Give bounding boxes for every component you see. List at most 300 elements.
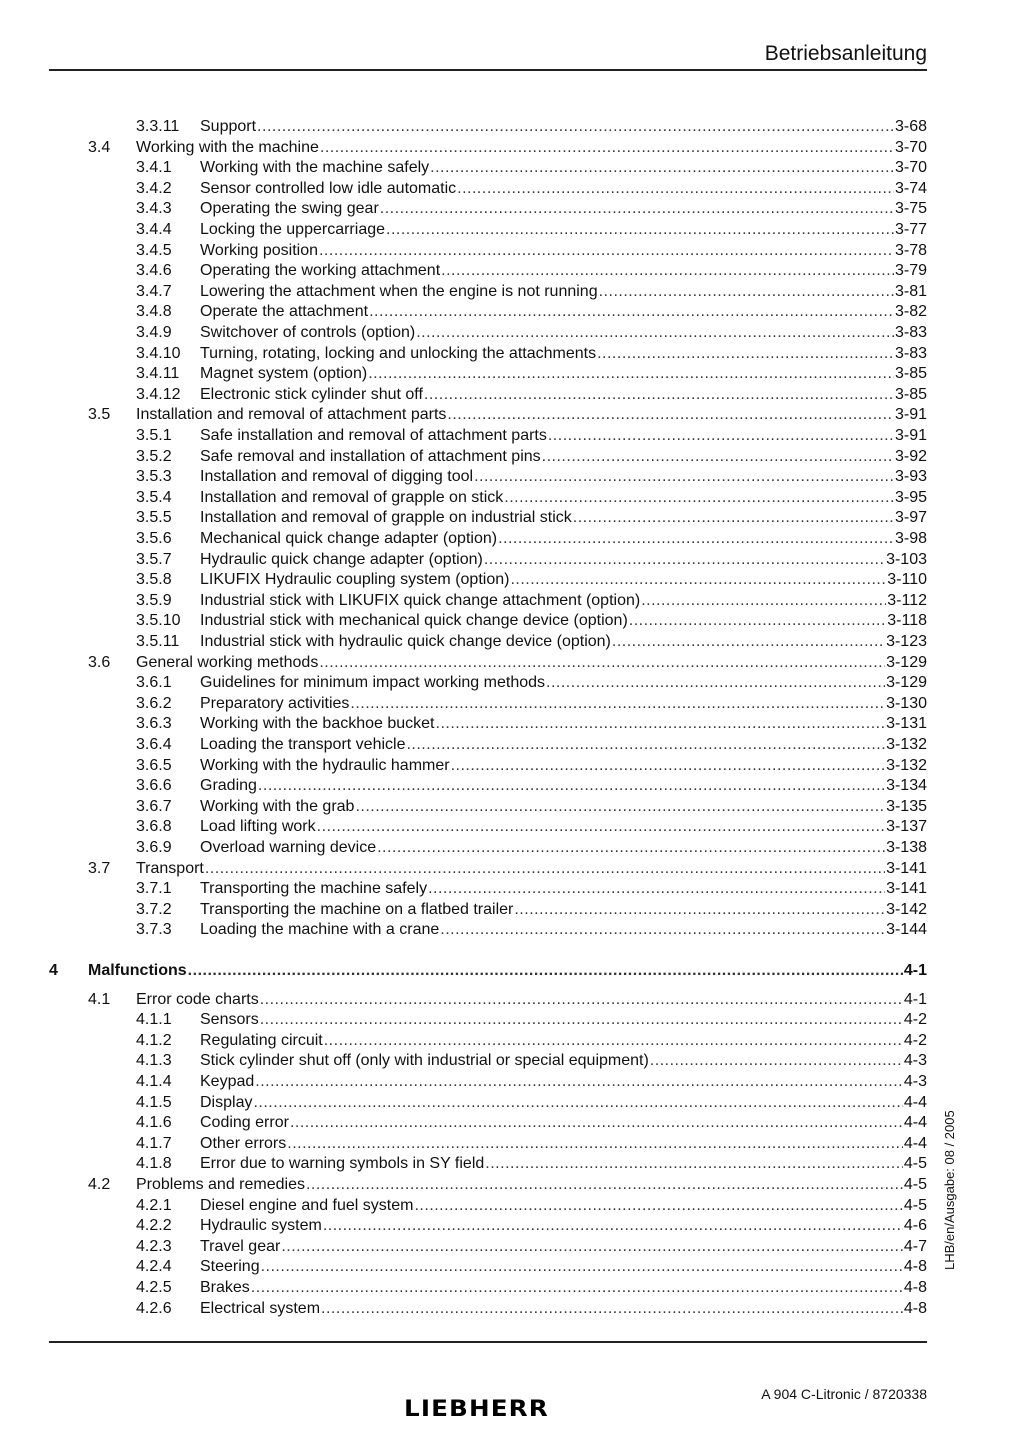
edition-note: LHB/en/Ausgabe: 08 / 2005 xyxy=(942,1110,957,1270)
toc-entry-leader xyxy=(200,920,927,940)
toc-dot-leader xyxy=(641,591,886,611)
toc-entry-title: General working methods xyxy=(136,653,319,671)
toc-dot-leader xyxy=(548,426,894,446)
toc-entry-title: Operating the swing gear xyxy=(200,200,379,218)
toc-entry-page: 3-82 xyxy=(894,303,927,321)
toc-dot-leader xyxy=(451,756,886,776)
toc-entry-title: Malfunctions xyxy=(88,962,187,979)
toc-entry-title: Error code charts xyxy=(136,990,259,1008)
toc-entry-leader xyxy=(200,1257,927,1277)
toc-entry-page: 3-85 xyxy=(894,365,927,383)
toc-entry-number: 3.6.1 xyxy=(136,674,172,692)
toc-entry-page: 3-70 xyxy=(894,138,927,156)
toc-entry-number: 3.4.4 xyxy=(136,221,172,238)
toc-entry-number: 3.6.8 xyxy=(136,818,172,836)
toc-entry[interactable] xyxy=(0,426,1024,446)
toc-entry-number: 3.4.11 xyxy=(136,365,180,383)
toc-entry-leader xyxy=(136,859,927,879)
toc-dot-leader xyxy=(320,138,894,158)
toc-entry-leader xyxy=(136,138,927,158)
toc-entry[interactable] xyxy=(0,920,1024,940)
toc-entry-title: Industrial stick with hydraulic quick change device (option) xyxy=(200,633,611,650)
toc-entry-title: Preparatory activities xyxy=(200,694,350,712)
toc-dot-leader xyxy=(498,529,894,549)
toc-entry-page: 3-91 xyxy=(894,406,927,424)
toc-entry[interactable] xyxy=(0,817,1024,837)
toc-dot-leader xyxy=(510,570,886,590)
toc-entry[interactable] xyxy=(0,508,1024,528)
toc-entry[interactable] xyxy=(0,1072,1024,1092)
toc-entry-number: 3.4.7 xyxy=(136,282,172,300)
toc-dot-leader xyxy=(573,508,894,528)
toc-dot-leader xyxy=(317,817,885,837)
toc-entry-page: 3-132 xyxy=(886,736,927,753)
toc-entry[interactable] xyxy=(0,570,1024,590)
toc-dot-leader xyxy=(321,1299,903,1319)
toc-entry-number: 4.1 xyxy=(88,990,111,1008)
toc-entry-leader xyxy=(200,632,927,652)
toc-dot-leader xyxy=(542,447,894,467)
toc-entry-number: 3.4.12 xyxy=(136,385,181,403)
toc-entry[interactable] xyxy=(0,1113,1024,1133)
toc-entry-page: 3-134 xyxy=(886,777,927,795)
toc-entry[interactable] xyxy=(0,241,1024,261)
toc-dot-leader xyxy=(257,117,894,137)
toc-entry-number: 4.1.2 xyxy=(136,1031,172,1049)
document-id: A 904 C-Litronic / 8720338 xyxy=(761,1386,927,1402)
toc-entry[interactable] xyxy=(0,776,1024,796)
toc-entry-page: 4-2 xyxy=(903,1011,927,1029)
toc-entry-leader xyxy=(200,1031,927,1051)
toc-entry-title: Steering xyxy=(200,1258,260,1276)
toc-entry-title: Safe installation and removal of attachment parts xyxy=(200,427,547,444)
toc-dot-leader xyxy=(290,1113,903,1133)
toc-entry-leader xyxy=(200,364,927,384)
toc-dot-leader xyxy=(546,673,885,693)
toc-dot-leader xyxy=(629,611,887,631)
toc-entry-leader xyxy=(200,838,927,858)
toc-entry[interactable] xyxy=(0,797,1024,817)
toc-entry-leader xyxy=(200,282,927,302)
toc-entry-title: Working with the machine xyxy=(136,138,319,156)
toc-entry-title: Electrical system xyxy=(200,1299,321,1317)
toc-entry-number: 4.2.1 xyxy=(136,1196,172,1214)
toc-entry-page: 4-2 xyxy=(903,1031,927,1049)
toc-entry-leader xyxy=(200,1196,927,1216)
toc-entry-page: 3-138 xyxy=(886,839,927,856)
toc-entry-title: Keypad xyxy=(200,1073,255,1090)
toc-entry-number: 3.5.4 xyxy=(136,488,172,506)
toc-entry-leader xyxy=(200,117,927,137)
toc-dot-leader xyxy=(261,1257,903,1277)
toc-entry-title: Working with the backhoe bucket xyxy=(200,715,435,733)
toc-entry[interactable] xyxy=(0,138,1024,158)
toc-entry-leader xyxy=(136,405,927,425)
toc-entry[interactable] xyxy=(0,756,1024,776)
toc-entry-page: 3-98 xyxy=(894,530,927,547)
toc-entry-leader xyxy=(200,302,927,322)
toc-entry-page: 3-123 xyxy=(886,633,927,650)
toc-entry-number: 3.6.5 xyxy=(136,756,172,774)
toc-entry-page: 3-75 xyxy=(894,200,927,218)
toc-entry-title: Support xyxy=(200,118,257,135)
toc-entry-page: 3-130 xyxy=(886,694,927,712)
toc-entry-page: 4-4 xyxy=(903,1114,927,1132)
toc-entry-page: 3-110 xyxy=(887,571,927,589)
toc-entry-page: 3-93 xyxy=(894,468,927,486)
toc-entry[interactable] xyxy=(0,653,1024,673)
toc-entry-page: 3-70 xyxy=(894,159,927,177)
toc-entry-number: 3.5.5 xyxy=(136,509,172,527)
toc-entry-title: Load lifting work xyxy=(200,818,316,836)
toc-entry-number: 4.1.1 xyxy=(136,1011,172,1029)
toc-entry[interactable] xyxy=(0,591,1024,611)
toc-entry[interactable] xyxy=(0,1278,1024,1298)
toc-entry-title: Magnet system (option) xyxy=(200,365,368,383)
toc-entry-leader xyxy=(88,961,927,981)
toc-dot-leader xyxy=(306,1175,903,1195)
toc-dot-leader xyxy=(436,714,886,734)
toc-entry-title: Loading the transport vehicle xyxy=(200,736,406,753)
footer-rule xyxy=(49,1341,927,1343)
toc-entry-page: 4-3 xyxy=(903,1052,927,1070)
toc-entry-leader xyxy=(200,714,927,734)
toc-entry-leader xyxy=(200,817,927,837)
toc-dot-leader xyxy=(355,797,885,817)
toc-entry-title: Transporting the machine on a flatbed trailer xyxy=(200,900,514,918)
toc-dot-leader xyxy=(324,1031,903,1051)
toc-entry-page: 3-112 xyxy=(887,591,927,609)
toc-entry[interactable] xyxy=(0,961,1024,981)
toc-entry-number: 3.5.11 xyxy=(136,633,180,650)
toc-entry-leader xyxy=(200,1299,927,1319)
toc-entry-number: 3.4 xyxy=(88,138,111,156)
toc-entry[interactable] xyxy=(0,714,1024,734)
toc-entry-leader xyxy=(200,1216,927,1236)
toc-dot-leader xyxy=(369,302,894,322)
toc-entry-page: 3-79 xyxy=(894,262,927,280)
toc-entry[interactable] xyxy=(0,158,1024,178)
toc-entry-page: 4-1 xyxy=(903,990,927,1008)
toc-entry-page: 3-83 xyxy=(894,344,927,362)
toc-entry[interactable] xyxy=(0,673,1024,693)
toc-dot-leader xyxy=(260,1010,903,1030)
toc-entry-number: 4.2.4 xyxy=(136,1258,172,1276)
toc-entry-number: 4.2.3 xyxy=(136,1237,172,1255)
toc-entry[interactable] xyxy=(0,838,1024,858)
toc-entry-title: LIKUFIX Hydraulic coupling system (option) xyxy=(200,571,510,589)
toc-entry-leader xyxy=(200,241,927,261)
toc-entry[interactable] xyxy=(0,220,1024,240)
toc-dot-leader xyxy=(253,1093,902,1113)
toc-entry-number: 3.4.6 xyxy=(136,262,172,280)
toc-entry-leader xyxy=(200,776,927,796)
toc-dot-leader xyxy=(287,1134,903,1154)
toc-entry-leader xyxy=(200,611,927,631)
toc-entry-page: 3-142 xyxy=(886,900,927,918)
toc-entry-title: Turning, rotating, locking and unlocking the attachments xyxy=(200,344,597,362)
toc-entry-title: Overload warning device xyxy=(200,839,377,856)
toc-entry-leader xyxy=(200,570,927,590)
toc-entry-number: 3.4.10 xyxy=(136,344,181,362)
toc-entry[interactable] xyxy=(0,323,1024,343)
toc-entry-title: Operating the working attachment xyxy=(200,262,441,280)
toc-entry-leader xyxy=(200,756,927,776)
toc-entry-leader xyxy=(200,1154,927,1174)
toc-entry-leader xyxy=(200,591,927,611)
toc-entry[interactable] xyxy=(0,694,1024,714)
toc-entry-number: 3.6.9 xyxy=(136,839,172,856)
toc-entry[interactable] xyxy=(0,344,1024,364)
toc-dot-leader xyxy=(597,344,894,364)
toc-entry-page: 3-137 xyxy=(886,818,927,836)
toc-entry-leader xyxy=(200,694,927,714)
toc-entry-title: Installation and removal of grapple on stick xyxy=(200,488,504,506)
toc-entry-number: 3.5.8 xyxy=(136,571,172,589)
toc-entry-title: Working with the grab xyxy=(200,797,355,815)
toc-entry-page: 4-4 xyxy=(903,1093,927,1111)
toc-entry-leader xyxy=(200,426,927,446)
toc-entry[interactable] xyxy=(0,1051,1024,1071)
toc-entry-leader xyxy=(200,550,927,570)
toc-entry-leader xyxy=(200,1113,927,1133)
toc-entry-page: 3-141 xyxy=(886,859,927,877)
toc-entry-page: 4-7 xyxy=(903,1237,927,1255)
toc-entry-title: Operate the attachment xyxy=(200,303,369,321)
toc-entry-page: 4-4 xyxy=(903,1134,927,1152)
toc-entry-page: 4-1 xyxy=(903,962,927,979)
toc-entry-page: 4-5 xyxy=(903,1155,927,1173)
toc-entry[interactable] xyxy=(0,117,1024,137)
toc-dot-leader xyxy=(350,694,885,714)
toc-dot-leader xyxy=(485,1154,903,1174)
toc-dot-leader xyxy=(650,1051,903,1071)
toc-entry-page: 4-6 xyxy=(903,1217,927,1235)
toc-entry-number: 4.1.4 xyxy=(136,1073,172,1090)
toc-entry[interactable] xyxy=(0,199,1024,219)
toc-entry[interactable] xyxy=(0,990,1024,1010)
toc-entry[interactable] xyxy=(0,632,1024,652)
toc-dot-leader xyxy=(319,241,894,261)
toc-entry-number: 3.5 xyxy=(88,406,111,424)
toc-entry[interactable] xyxy=(0,1216,1024,1236)
toc-entry-leader xyxy=(200,385,927,405)
toc-entry-number: 3.4.9 xyxy=(136,324,172,341)
toc-entry[interactable] xyxy=(0,488,1024,508)
toc-entry-number: 3.5.9 xyxy=(136,591,172,609)
toc-entry-number: 3.5.3 xyxy=(136,468,172,486)
toc-entry[interactable] xyxy=(0,735,1024,755)
toc-entry-number: 3.4.8 xyxy=(136,303,172,321)
toc-entry-title: Mechanical quick change adapter (option) xyxy=(200,530,498,547)
toc-entry-title: Industrial stick with mechanical quick change device (option) xyxy=(200,612,628,630)
toc-entry-number: 3.6.2 xyxy=(136,694,172,712)
toc-entry-page: 3-131 xyxy=(886,715,927,733)
toc-entry-title: Other errors xyxy=(200,1134,287,1152)
toc-dot-leader xyxy=(258,776,885,796)
toc-entry[interactable] xyxy=(0,405,1024,425)
toc-entry-number: 4.1.3 xyxy=(136,1052,172,1070)
toc-entry-page: 3-85 xyxy=(894,385,927,403)
toc-entry-number: 4 xyxy=(49,962,58,979)
toc-entry-page: 3-135 xyxy=(886,797,927,815)
toc-entry-page: 3-95 xyxy=(894,488,927,506)
toc-entry[interactable] xyxy=(0,1134,1024,1154)
toc-entry-number: 4.1.7 xyxy=(136,1134,172,1152)
toc-dot-leader xyxy=(380,199,894,219)
toc-entry-leader xyxy=(200,735,927,755)
toc-entry-leader xyxy=(200,879,927,899)
toc-dot-leader xyxy=(323,1216,903,1236)
toc-entry-title: Regulating circuit xyxy=(200,1031,323,1049)
toc-entry-page: 3-78 xyxy=(894,241,927,259)
toc-entry-leader xyxy=(200,1278,927,1298)
toc-entry[interactable] xyxy=(0,385,1024,405)
toc-entry-number: 3.3.11 xyxy=(136,118,180,135)
toc-entry[interactable] xyxy=(0,1237,1024,1257)
toc-entry[interactable] xyxy=(0,1196,1024,1216)
toc-entry[interactable] xyxy=(0,261,1024,281)
toc-entry-leader xyxy=(200,1134,927,1154)
toc-entry[interactable] xyxy=(0,282,1024,302)
toc-dot-leader xyxy=(440,920,885,940)
toc-dot-leader xyxy=(368,364,894,384)
toc-entry[interactable] xyxy=(0,900,1024,920)
toc-dot-leader xyxy=(612,632,885,652)
toc-entry-number: 4.2.2 xyxy=(136,1217,172,1235)
toc-entry[interactable] xyxy=(0,550,1024,570)
toc-entry-page: 3-83 xyxy=(894,324,927,341)
toc-entry-title: Switchover of controls (option) xyxy=(200,324,416,341)
toc-entry-leader xyxy=(200,344,927,364)
toc-entry-page: 3-68 xyxy=(894,118,927,135)
toc-entry-title: Working with the machine safely xyxy=(200,159,430,177)
toc-entry-page: 3-74 xyxy=(894,179,927,197)
toc-dot-leader xyxy=(484,550,885,570)
toc-dot-leader xyxy=(424,385,894,405)
toc-dot-leader xyxy=(281,1237,903,1257)
toc-entry[interactable] xyxy=(0,364,1024,384)
toc-entry[interactable] xyxy=(0,1031,1024,1051)
toc-entry-leader xyxy=(200,179,927,199)
toc-entry-leader xyxy=(136,1175,927,1195)
toc-dot-leader xyxy=(430,158,894,178)
header-rule xyxy=(49,69,927,71)
toc-entry-number: 4.1.6 xyxy=(136,1114,172,1132)
toc-dot-leader xyxy=(377,838,885,858)
toc-entry-leader xyxy=(200,261,927,281)
toc-dot-leader xyxy=(457,179,894,199)
toc-dot-leader xyxy=(260,990,903,1010)
toc-entry-title: Display xyxy=(200,1093,253,1111)
toc-entry-leader xyxy=(136,653,927,673)
toc-entry[interactable] xyxy=(0,1299,1024,1319)
toc-entry-leader xyxy=(200,220,927,240)
toc-entry[interactable] xyxy=(0,859,1024,879)
toc-entry-page: 3-92 xyxy=(894,447,927,465)
toc-entry[interactable] xyxy=(0,1257,1024,1277)
toc-entry-leader xyxy=(200,797,927,817)
toc-dot-leader xyxy=(255,1072,903,1092)
toc-entry-page: 3-103 xyxy=(886,550,927,568)
toc-entry-leader xyxy=(200,1093,927,1113)
toc-entry-number: 3.5.10 xyxy=(136,612,181,630)
toc-entry-number: 3.7 xyxy=(88,859,111,877)
toc-entry-number: 3.5.7 xyxy=(136,550,172,568)
toc-entry-leader xyxy=(136,990,927,1010)
toc-entry-number: 3.7.1 xyxy=(136,880,172,898)
toc-dot-leader xyxy=(416,323,894,343)
toc-entry-leader xyxy=(200,529,927,549)
toc-entry[interactable] xyxy=(0,467,1024,487)
toc-entry-number: 3.4.2 xyxy=(136,179,172,197)
toc-entry[interactable] xyxy=(0,1175,1024,1195)
toc-entry[interactable] xyxy=(0,529,1024,549)
toc-entry-page: 3-144 xyxy=(886,921,927,939)
toc-dot-leader xyxy=(504,488,894,508)
toc-entry-number: 4.2.5 xyxy=(136,1279,172,1296)
toc-entry-page: 3-81 xyxy=(894,282,927,300)
toc-entry-title: Hydraulic system xyxy=(200,1217,322,1235)
toc-entry-title: Diesel engine and fuel system xyxy=(200,1196,414,1214)
toc-dot-leader xyxy=(428,879,885,899)
toc-entry-title: Stick cylinder shut off (only with industrial or special equipment) xyxy=(200,1052,649,1070)
toc-dot-leader xyxy=(514,900,885,920)
toc-dot-leader xyxy=(319,653,885,673)
toc-entry-title: Error due to warning symbols in SY field xyxy=(200,1155,485,1173)
toc-entry-title: Hydraulic quick change adapter (option) xyxy=(200,550,483,568)
toc-entry-number: 3.7.3 xyxy=(136,921,172,939)
toc-entry-title: Installation and removal of grapple on industrial stick xyxy=(200,509,572,527)
toc-entry[interactable] xyxy=(0,879,1024,899)
toc-dot-leader xyxy=(599,282,894,302)
toc-entry-title: Safe removal and installation of attachment pins xyxy=(200,447,541,465)
toc-entry-leader xyxy=(200,158,927,178)
toc-entry-leader xyxy=(200,1051,927,1071)
toc-entry-leader xyxy=(200,323,927,343)
toc-dot-leader xyxy=(251,1278,903,1298)
toc-entry-title: Lowering the attachment when the engine is not running xyxy=(200,282,598,300)
toc-entry[interactable] xyxy=(0,179,1024,199)
toc-entry-title: Electronic stick cylinder shut off xyxy=(200,385,423,403)
toc-entry-page: 4-5 xyxy=(903,1196,927,1214)
toc-entry-title: Installation and removal of digging tool xyxy=(200,468,474,486)
toc-entry[interactable] xyxy=(0,1154,1024,1174)
page-header-title: Betriebsanleitung xyxy=(764,42,927,65)
toc-entry-title: Grading xyxy=(200,777,257,795)
toc-entry-leader xyxy=(200,447,927,467)
toc-dot-leader xyxy=(406,735,885,755)
toc-entry-number: 3.4.1 xyxy=(136,159,172,177)
toc-entry-title: Coding error xyxy=(200,1114,289,1132)
toc-dot-leader xyxy=(441,261,894,281)
toc-entry-number: 3.6.3 xyxy=(136,715,172,733)
toc-entry[interactable] xyxy=(0,447,1024,467)
toc-entry-title: Working position xyxy=(200,241,318,259)
toc-entry[interactable] xyxy=(0,1093,1024,1113)
toc-entry-number: 4.1.8 xyxy=(136,1155,172,1173)
toc-entry-number: 3.4.3 xyxy=(136,200,172,218)
toc-entry-title: Locking the uppercarriage xyxy=(200,221,386,238)
toc-entry-page: 4-5 xyxy=(903,1176,927,1193)
toc-entry-leader xyxy=(200,1072,927,1092)
toc-entry[interactable] xyxy=(0,1010,1024,1030)
toc-dot-leader xyxy=(414,1196,902,1216)
toc-entry[interactable] xyxy=(0,611,1024,631)
toc-entry[interactable] xyxy=(0,302,1024,322)
toc-entry-title: Loading the machine with a crane xyxy=(200,921,440,939)
toc-entry-number: 3.7.2 xyxy=(136,900,172,918)
